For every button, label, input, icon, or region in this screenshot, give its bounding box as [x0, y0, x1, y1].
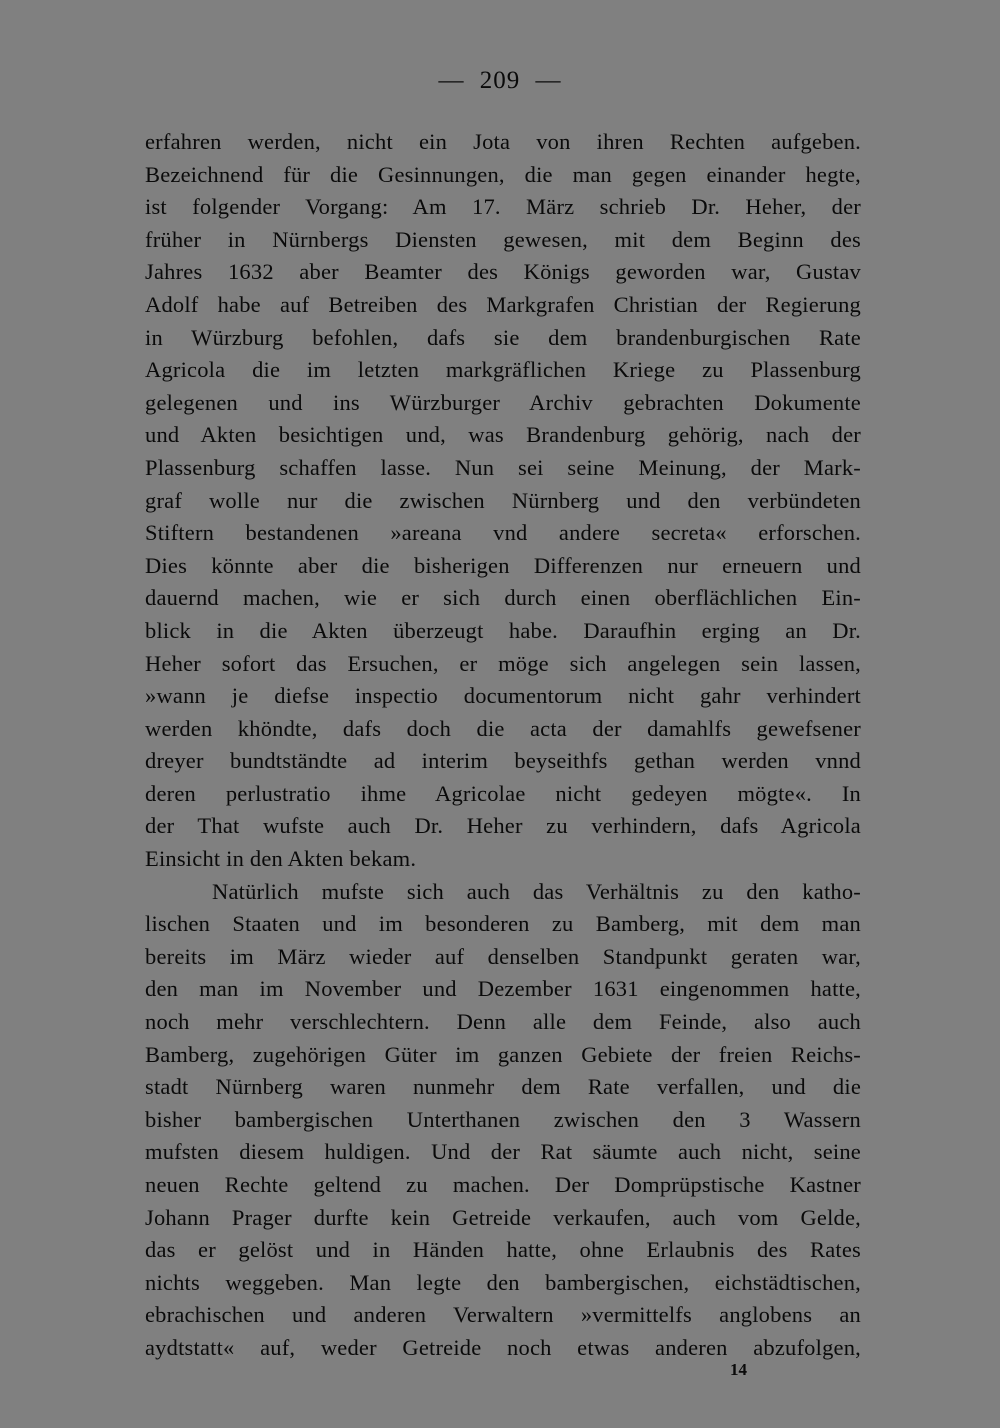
text-line: Bezeichnend für die Gesinnungen, die man gegen einander hegte,: [145, 161, 861, 187]
text-line: stadt Nürnberg waren nunmehr dem Rate verfallen, und die: [145, 1074, 861, 1100]
text-line: dreyer bundtständte ad interim beyseithfs gethan werden vnnd: [145, 748, 861, 774]
text-line: aydtstatt« auf, weder Getreide noch etwas anderen abzufolgen,: [145, 1334, 861, 1360]
text-line: der That wufste auch Dr. Heher zu verhindern, dafs Agricola: [145, 813, 861, 839]
paragraph-first-line: Natürlich mufste sich auch das Verhältnis zu den katho-: [212, 878, 861, 904]
text-line: graf wolle nur die zwischen Nürnberg und den verbündeten: [145, 487, 861, 513]
text-line: mufsten diesem huldigen. Und der Rat säumte auch nicht, seine: [145, 1139, 861, 1165]
text-line: Agricola die im letzten markgräflichen Kriege zu Plassenburg: [145, 357, 861, 383]
text-line: neuen Rechte geltend zu machen. Der Domprüpstische Kastner: [145, 1172, 861, 1197]
text-line: ebrachischen und anderen Verwaltern »vermittelfs anglobens an: [145, 1302, 861, 1328]
text-line: bereits im März wieder auf denselben Standpunkt geraten war,: [145, 943, 861, 969]
paragraph-last-line: Einsicht in den Akten bekam.: [145, 846, 417, 872]
text-line: deren perlustratio ihme Agricolae nicht gedeyen mögte«. In: [145, 780, 861, 806]
text-line: Jahres 1632 aber Beamter des Königs geworden war, Gustav: [145, 259, 861, 285]
text-line: Bamberg, zugehörigen Güter im ganzen Gebiete der freien Reichs-: [145, 1041, 861, 1067]
text-line: Stiftern bestandenen »areana vnd andere secreta« erforschen.: [145, 520, 861, 546]
text-line: Plassenburg schaffen lasse. Nun sei seine Meinung, der Mark-: [145, 454, 861, 480]
text-line: blick in die Akten überzeugt habe. Daraufhin erging an Dr.: [145, 617, 861, 643]
running-head-dash-right: —: [535, 67, 562, 94]
text-line: nichts weggeben. Man legte den bambergischen, eichstädtischen,: [145, 1269, 861, 1295]
text-line: dauernd machen, wie er sich durch einen oberflächlichen Ein-: [145, 585, 861, 611]
text-line: früher in Nürnbergs Diensten gewesen, mit dem Beginn des: [145, 226, 861, 252]
running-head-dash-left: —: [438, 67, 465, 94]
text-line: und Akten besichtigen und, was Brandenburg gehörig, nach der: [145, 422, 861, 448]
text-line: ist folgender Vorgang: Am 17. März schrieb Dr. Heher, der: [145, 194, 861, 220]
text-line: das er gelöst und in Händen hatte, ohne Erlaubnis des Rates: [145, 1237, 861, 1263]
text-line: »wann je diefse inspectio documentorum nicht gahr verhindert: [145, 683, 861, 709]
text-line: werden khöndte, dafs doch die acta der damahlfs gewefsener: [145, 715, 861, 741]
text-line: bisher bambergischen Unterthanen zwischen den 3 Wassern: [145, 1106, 861, 1132]
text-line: erfahren werden, nicht ein Jota von ihren Rechten aufgeben.: [145, 129, 861, 154]
text-line: noch mehr verschlechtern. Denn alle dem Feinde, also auch: [145, 1009, 861, 1035]
signature-mark: 14: [730, 1360, 747, 1379]
text-line: den man im November und Dezember 1631 eingenommen hatte,: [145, 976, 861, 1002]
running-head: [0, 64, 1000, 98]
text-line: in Würzburg befohlen, dafs sie dem brandenburgischen Rate: [145, 324, 861, 350]
text-line: Johann Prager durfte kein Getreide verkaufen, auch vom Gelde,: [145, 1204, 861, 1230]
text-line: lischen Staaten und im besonderen zu Bamberg, mit dem man: [145, 911, 861, 937]
text-line: Dies könnte aber die bisherigen Differenzen nur erneuern und: [145, 552, 861, 578]
body-text: [145, 126, 861, 1365]
text-line: Heher sofort das Ersuchen, er möge sich angelegen sein lassen,: [145, 650, 861, 676]
page-number: 209: [479, 67, 521, 94]
text-line: gelegenen und ins Würzburger Archiv gebrachten Dokumente: [145, 389, 861, 415]
text-line: Adolf habe auf Betreiben des Markgrafen Christian der Regierung: [145, 291, 861, 317]
